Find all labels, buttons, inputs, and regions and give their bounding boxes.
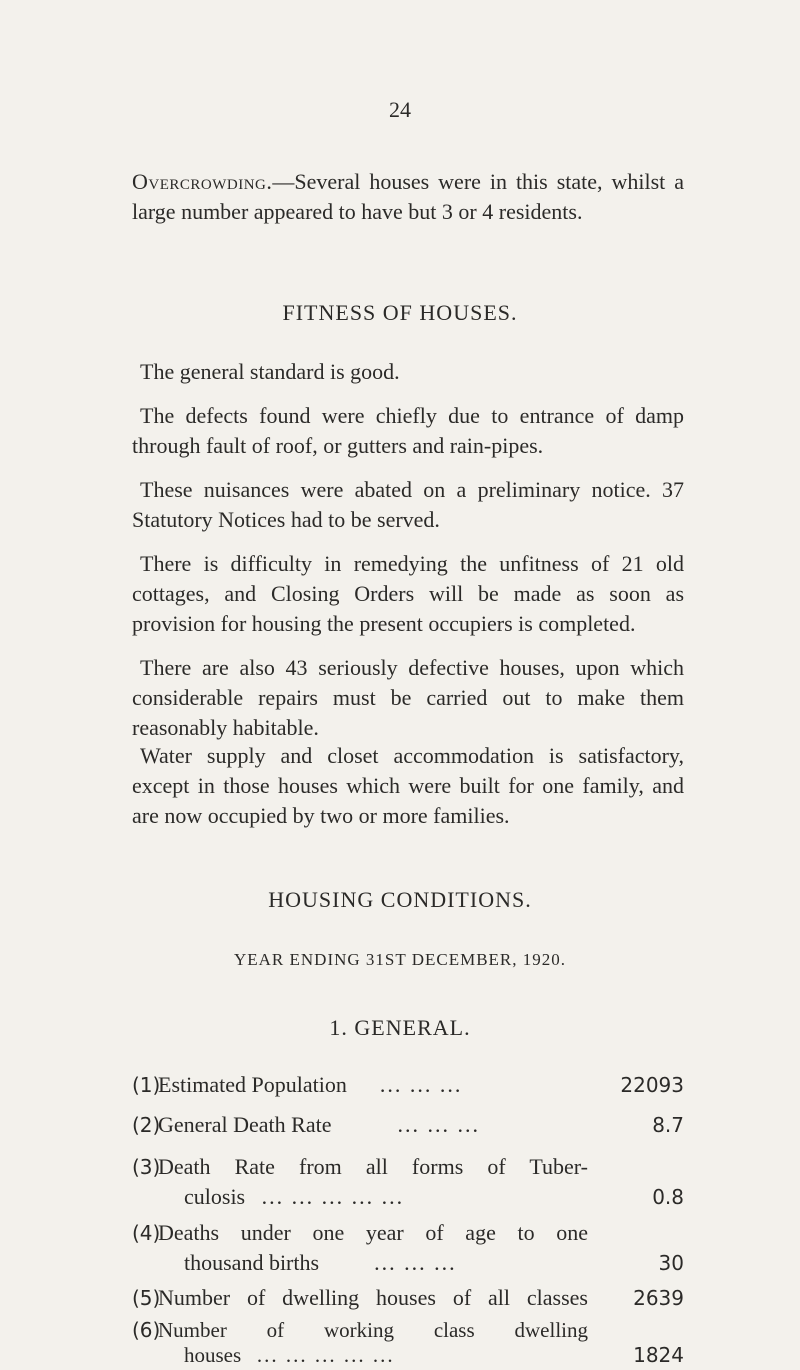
- row-label: Number of working class dwelling: [158, 1318, 588, 1342]
- fitness-para-2: [132, 401, 684, 461]
- leader-dots: ... ... ...: [397, 1112, 480, 1137]
- stats-row: [132, 1152, 684, 1212]
- row-label-continuation: [158, 1182, 404, 1212]
- row-cont-text: houses: [184, 1343, 242, 1367]
- fitness-para-4: [132, 549, 684, 639]
- overcrowding-text: —Several houses were in this state, whilst a large number appeared to have but 3 or 4 residents.: [132, 169, 684, 224]
- row-number: (1): [132, 1073, 161, 1097]
- fitness-paragraph: There is difficulty in remedying the unfitness of 21 old cottages, and Closing Orders will be made as soon as provision for housing the present occupiers is completed.: [132, 551, 684, 636]
- row-label: Death Rate from all forms of Tuber-: [158, 1154, 588, 1179]
- row-value: 30: [658, 1251, 684, 1275]
- fitness-paragraph: These nuisances were abated on a preliminary notice. 37 Statutory Notices had to be served.: [132, 477, 684, 532]
- row-number: (2): [132, 1113, 161, 1137]
- fitness-paragraph: There are also 43 seriously defective houses, upon which considerable repairs must be carried out to make them reasonably habitable.: [132, 655, 684, 740]
- row-number: (3): [132, 1155, 161, 1179]
- row-value: 22093: [620, 1073, 684, 1097]
- row-label: [158, 1070, 588, 1100]
- fitness-para-6: [132, 741, 684, 831]
- stats-row: [132, 1318, 684, 1368]
- row-label: Number of dwelling houses of all classes: [158, 1285, 588, 1310]
- row-number: (6): [132, 1318, 161, 1342]
- fitness-paragraph: The defects found were chiefly due to entrance of damp through fault of roof, or gutters and rain-pipes.: [132, 403, 684, 458]
- row-label-text: Estimated Population: [158, 1072, 347, 1097]
- housing-heading: HOUSING CONDITIONS.: [268, 887, 532, 912]
- general-section-heading: 1. GENERAL.: [329, 1015, 471, 1040]
- row-label: [158, 1110, 588, 1140]
- fitness-heading: FITNESS OF HOUSES.: [282, 300, 518, 325]
- row-value: 8.7: [652, 1113, 684, 1137]
- leader-dots: ... ... ... ... ...: [256, 1343, 395, 1367]
- fitness-para-5: [132, 653, 684, 743]
- leader-dots: ... ... ...: [374, 1250, 457, 1275]
- row-cont-text: thousand births: [184, 1250, 320, 1275]
- stats-row: [132, 1218, 684, 1278]
- fitness-para-3: [132, 475, 684, 535]
- row-number: (4): [132, 1221, 161, 1245]
- page-number: 24: [389, 97, 411, 122]
- row-label-continuation: [158, 1343, 395, 1368]
- leader-dots: ... ... ...: [379, 1072, 463, 1097]
- leader-dots: ... ... ... ... ...: [261, 1184, 405, 1209]
- row-value: 0.8: [652, 1185, 684, 1209]
- row-label-text: General Death Rate: [158, 1112, 332, 1137]
- fitness-paragraph: Water supply and closet accommodation is satisfactory, except in those houses which were built for one family, and are now occupied by two or more families.: [132, 743, 684, 828]
- fitness-paragraph: The general standard is good.: [140, 359, 400, 384]
- row-label-continuation: [158, 1248, 457, 1278]
- row-value: 2639: [633, 1286, 684, 1310]
- row-number: (5): [132, 1286, 161, 1310]
- row-label: Deaths under one year of age to one: [158, 1220, 588, 1245]
- row-value: 1824: [633, 1343, 684, 1367]
- overcrowding-lead: Overcrowding.: [132, 169, 273, 194]
- row-cont-text: culosis: [184, 1184, 246, 1209]
- overcrowding-paragraph: [132, 167, 684, 227]
- fitness-para-1: [132, 357, 684, 387]
- housing-subheading: YEAR ENDING 31ST DECEMBER, 1920.: [233, 950, 567, 969]
